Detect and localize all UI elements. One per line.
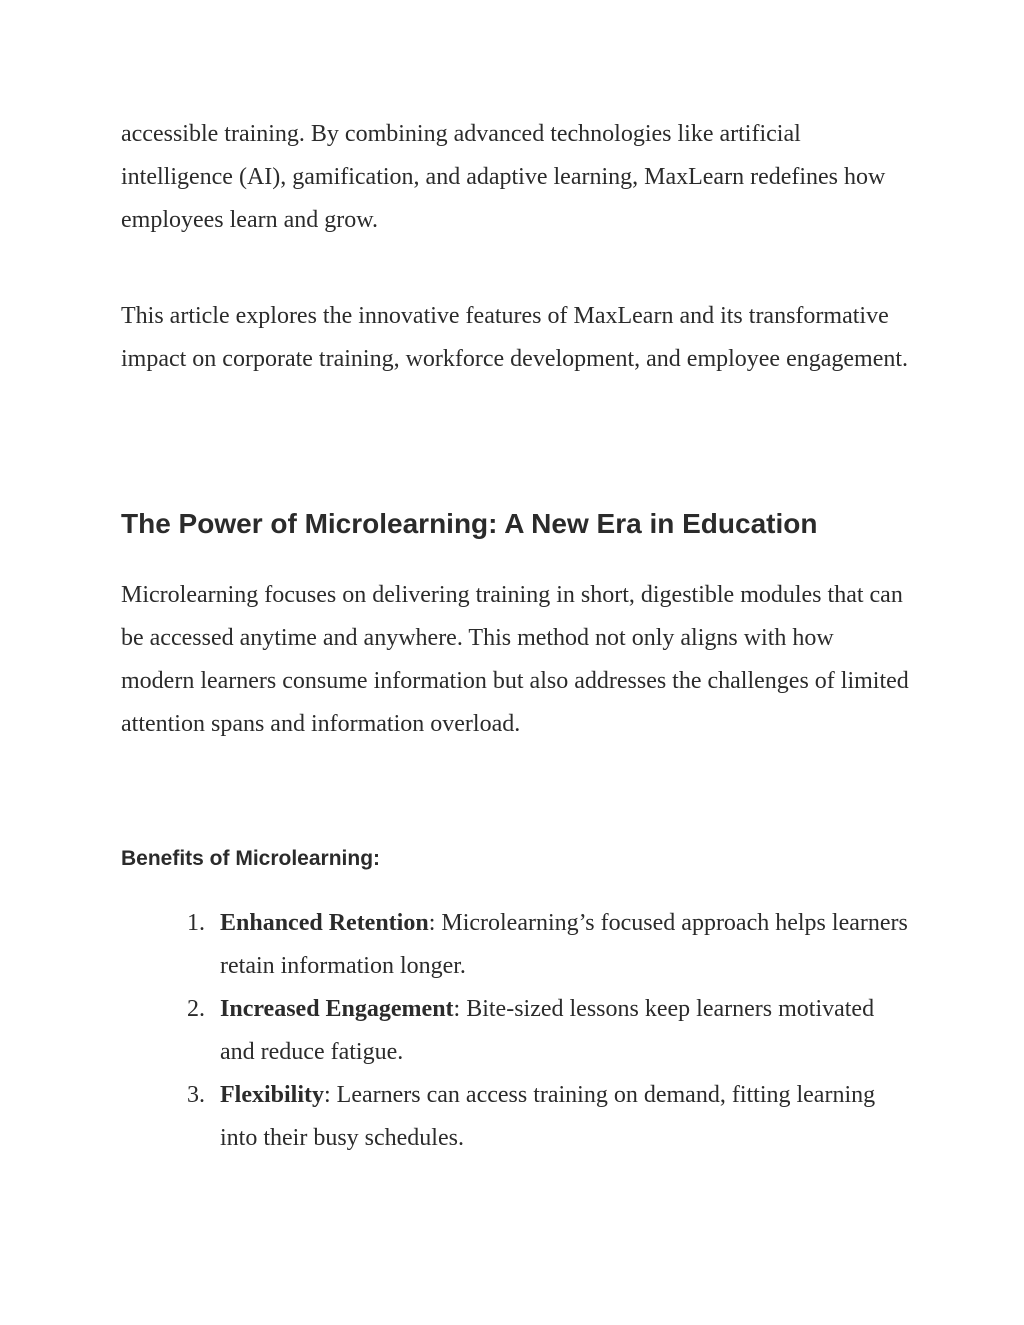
list-item	[121, 988, 911, 1074]
list-item	[121, 1074, 911, 1160]
list-item-term: Increased Engagement	[220, 996, 454, 1022]
intro-paragraph-2: This article explores the innovative features of MaxLearn and its transformative impact on corporate training, workforce development, and employee engagement.	[121, 303, 909, 372]
list-item-number: 3.	[187, 1082, 205, 1108]
list-item-term: Enhanced Retention	[220, 910, 429, 936]
list-item-description: : Microlearning’s focused approach helps learners retain information longer.	[220, 910, 908, 979]
list-item-number: 1.	[187, 910, 205, 936]
benefits-list	[121, 902, 911, 1160]
list-item-term: Flexibility	[220, 1082, 324, 1108]
list-item	[121, 902, 911, 988]
section-heading: The Power of Microlearning: A New Era in Education	[121, 508, 818, 539]
list-item-description: : Learners can access training on demand, fitting learning into their busy schedules.	[220, 1082, 876, 1151]
benefits-subheading: Benefits of Microlearning:	[121, 847, 381, 870]
section-body-paragraph: Microlearning focuses on delivering training in short, digestible modules that can be accessed anytime and anywhere. This method not only aligns with how modern learners consume information but also addresses the challenges of limited attention spans and information overload.	[121, 582, 909, 737]
intro-paragraph-1: accessible training. By combining advanced technologies like artificial intelligence (AI), gamification, and adaptive learning, MaxLearn redefines how employees learn and grow.	[121, 121, 886, 233]
list-item-description: : Bite-sized lessons keep learners motivated and reduce fatigue.	[220, 996, 875, 1065]
list-item-number: 2.	[187, 996, 205, 1022]
